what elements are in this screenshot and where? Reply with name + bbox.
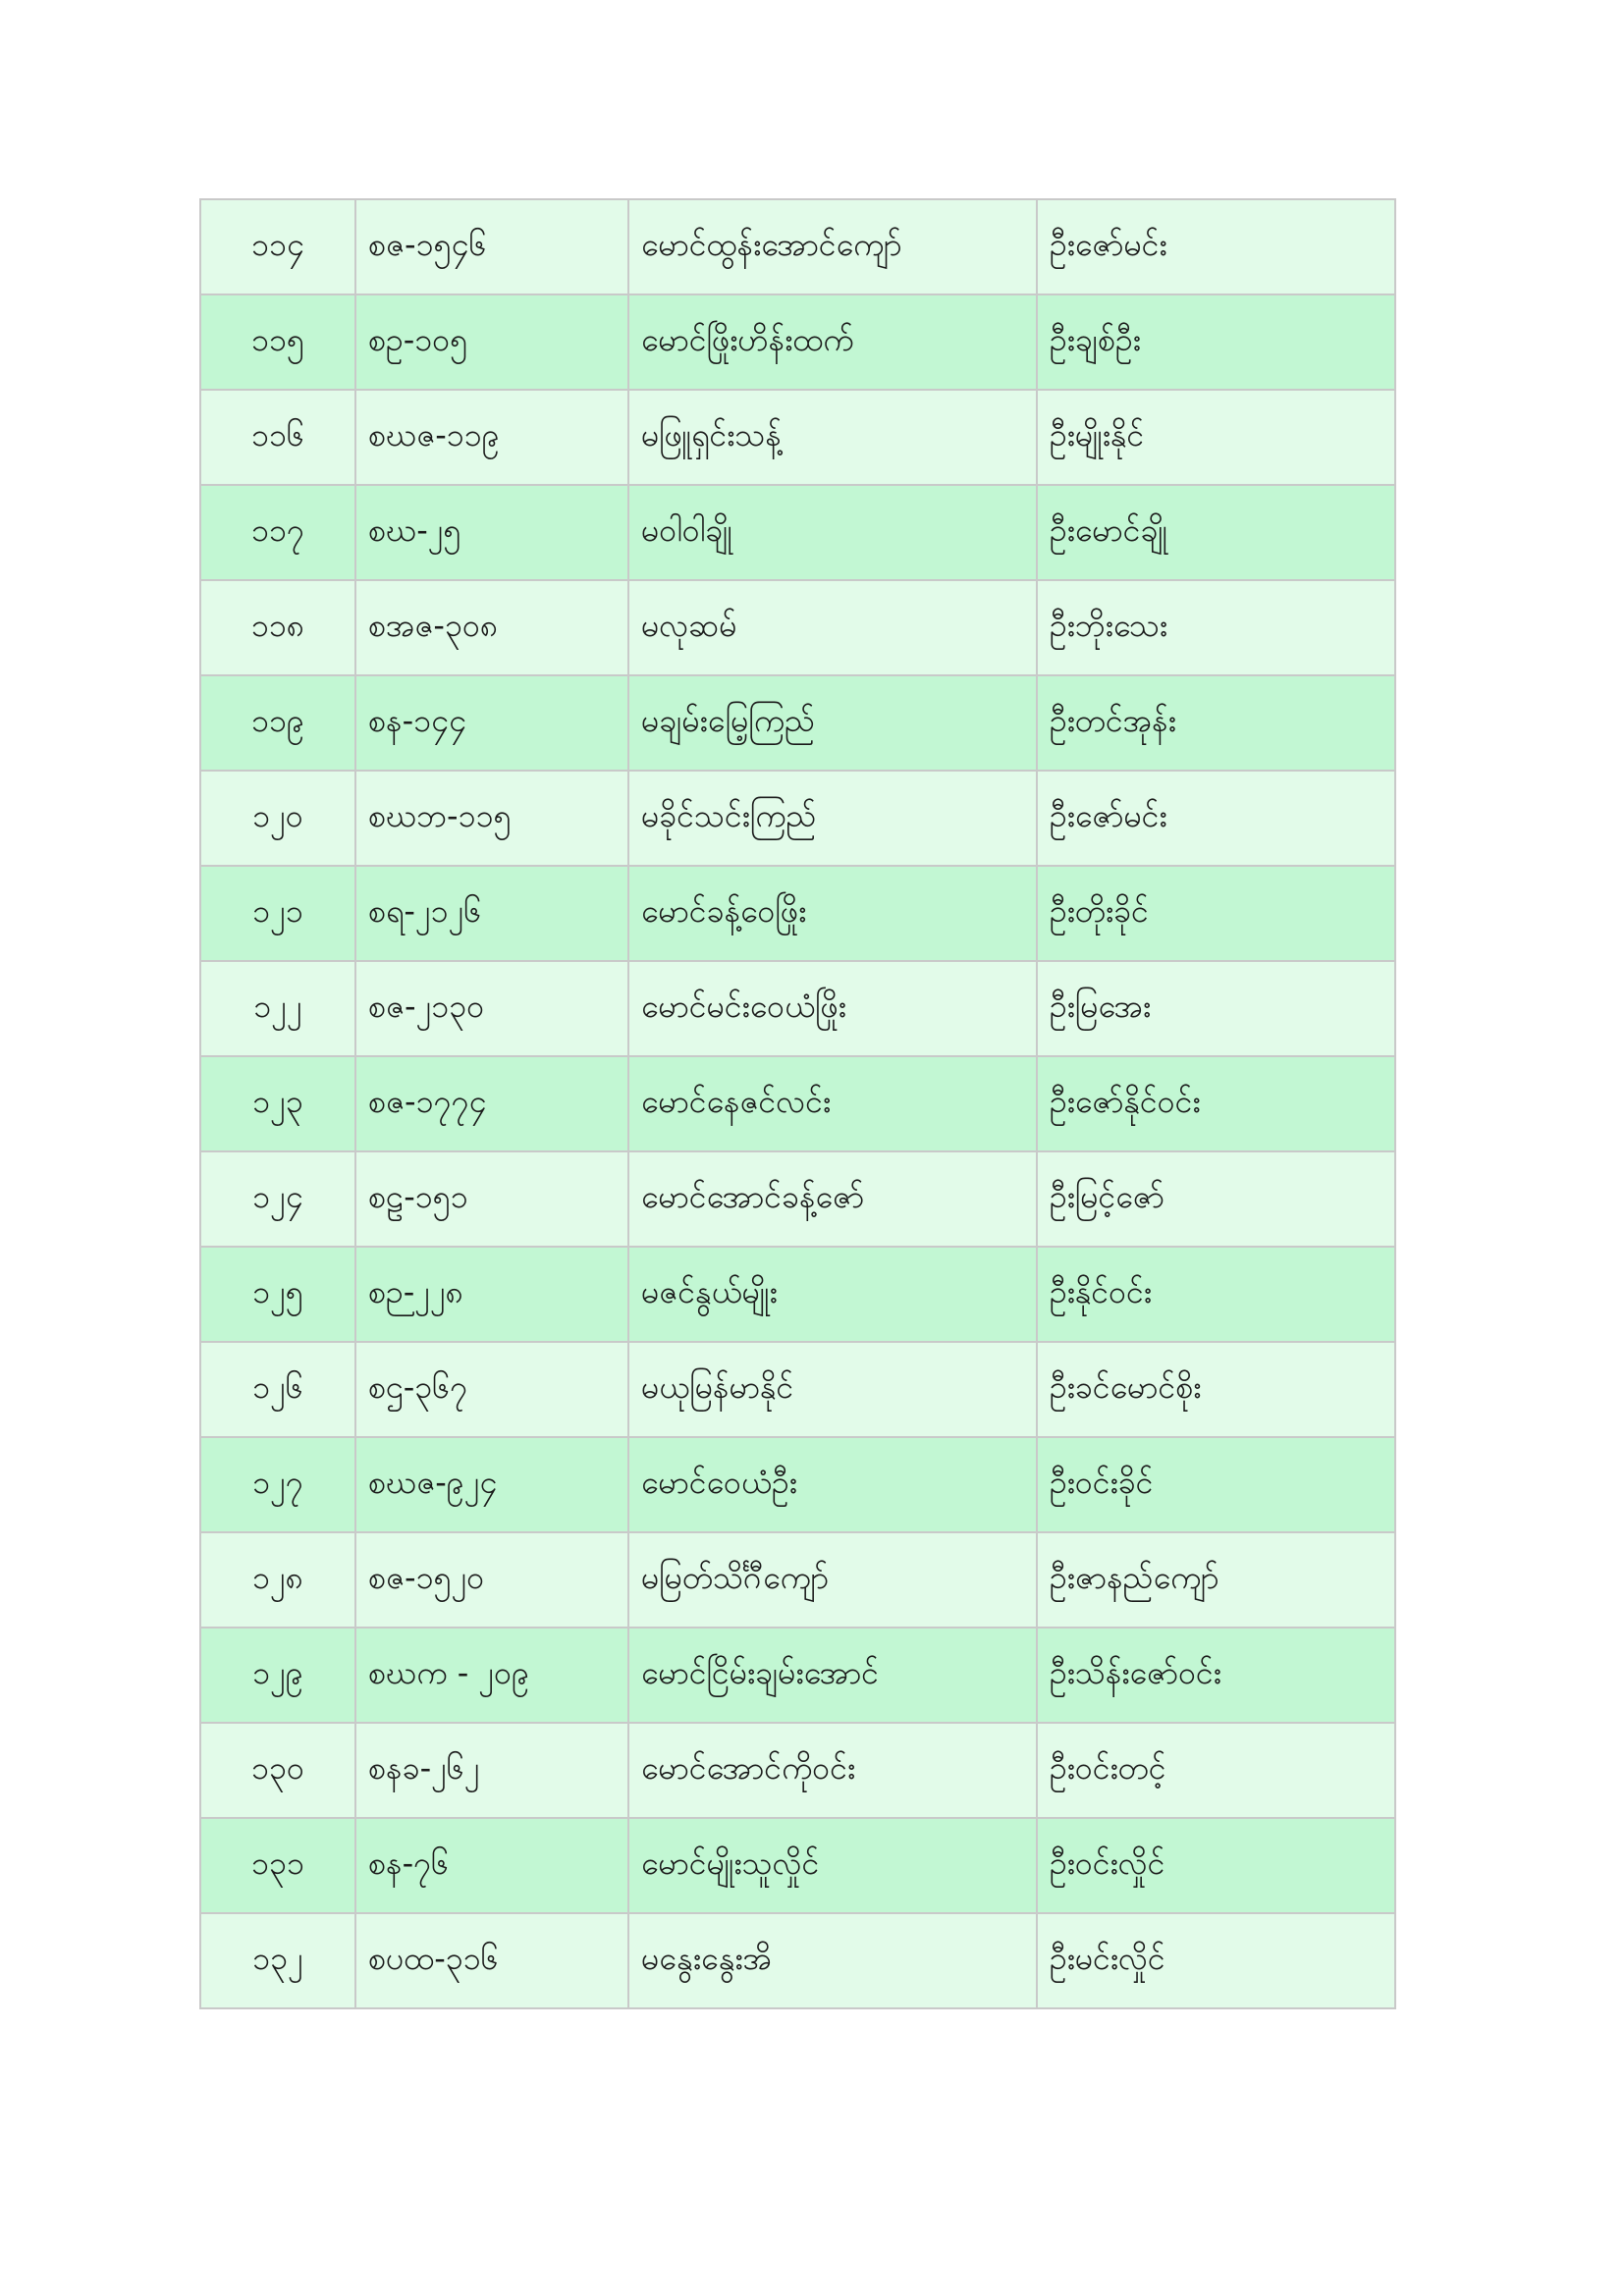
parent-name: ဦးဇော်မင်း <box>1037 771 1395 866</box>
table-row <box>200 485 1395 580</box>
row-number: ၁၁၆ <box>200 390 355 485</box>
parent-name: ဦးမျိုးနိုင် <box>1037 390 1395 485</box>
id-code: စန-၇၆ <box>355 1818 628 1913</box>
id-code: စရ-၂၁၂၆ <box>355 866 628 961</box>
parent-name: ဦးဝင်းလှိုင် <box>1037 1818 1395 1913</box>
row-number: ၁၁၉ <box>200 675 355 771</box>
student-name: မချမ်းမြေ့ကြည် <box>628 675 1037 771</box>
row-number: ၁၁၈ <box>200 580 355 675</box>
student-name: မယုမြန်မာနိုင် <box>628 1342 1037 1437</box>
table-row <box>200 1628 1395 1723</box>
student-name: မောင်မင်းဝေယံဖြိုး <box>628 961 1037 1056</box>
id-code: စဃဘ-၁၁၅ <box>355 771 628 866</box>
student-name: မောင်ဖြိုးဟိန်းထက် <box>628 294 1037 390</box>
row-number: ၁၂၅ <box>200 1247 355 1342</box>
id-code: စဠ-၁၅၁ <box>355 1151 628 1247</box>
id-code: စဇ-၂၁၃၀ <box>355 961 628 1056</box>
student-name: မနွေးနွေးအိ <box>628 1913 1037 2008</box>
parent-name: ဦးဇာနည်ကျော် <box>1037 1532 1395 1628</box>
id-code: စအဇ-၃၀၈ <box>355 580 628 675</box>
table-row <box>200 1913 1395 2008</box>
id-code: စဇ-၁၅၂၀ <box>355 1532 628 1628</box>
parent-name: ဦးဝင်းတင့် <box>1037 1723 1395 1818</box>
id-code: စဃဇ-၉၂၄ <box>355 1437 628 1532</box>
id-code: စဥ-၁၀၅ <box>355 294 628 390</box>
row-number: ၁၃၀ <box>200 1723 355 1818</box>
row-number: ၁၁၄ <box>200 199 355 294</box>
parent-name: ဦးတိုးခိုင် <box>1037 866 1395 961</box>
row-number: ၁၃၂ <box>200 1913 355 2008</box>
table-row <box>200 1056 1395 1151</box>
row-number: ၁၂၃ <box>200 1056 355 1151</box>
student-table <box>199 198 1396 2009</box>
student-name: မောင်မျိုးသူလှိုင် <box>628 1818 1037 1913</box>
row-number: ၁၂၀ <box>200 771 355 866</box>
table-row <box>200 866 1395 961</box>
parent-name: ဦးမင်းလှိုင် <box>1037 1913 1395 2008</box>
table-row <box>200 1437 1395 1532</box>
parent-name: ဦးမြအေး <box>1037 961 1395 1056</box>
student-name: မခိုင်သင်းကြည် <box>628 771 1037 866</box>
table-row <box>200 1723 1395 1818</box>
row-number: ၁၂၇ <box>200 1437 355 1532</box>
table-row <box>200 1342 1395 1437</box>
student-name: မမြတ်သိင်္ဂီကျော် <box>628 1532 1037 1628</box>
student-name: မောင်အောင်ခန့်ဇော် <box>628 1151 1037 1247</box>
row-number: ၁၁၇ <box>200 485 355 580</box>
id-code: စဃဇ-၁၁၉ <box>355 390 628 485</box>
table-row <box>200 1532 1395 1628</box>
row-number: ၁၂၉ <box>200 1628 355 1723</box>
student-name: မဝါဝါချို <box>628 485 1037 580</box>
table-row <box>200 1247 1395 1342</box>
id-code: စန-၁၄၄ <box>355 675 628 771</box>
parent-name: ဦးချစ်ဦး <box>1037 294 1395 390</box>
table-row <box>200 580 1395 675</box>
row-number: ၁၂၁ <box>200 866 355 961</box>
parent-name: ဦးသိန်းဇော်ဝင်း <box>1037 1628 1395 1723</box>
student-name: မောင်အောင်ကိုဝင်း <box>628 1723 1037 1818</box>
student-name: မောင်ခန့်ဝေဖြိုး <box>628 866 1037 961</box>
id-code: စနခ-၂၆၂ <box>355 1723 628 1818</box>
id-code: စဉ-၂၂၈ <box>355 1247 628 1342</box>
id-code: စပထ-၃၁၆ <box>355 1913 628 2008</box>
id-code: စဃက - ၂၀၉ <box>355 1628 628 1723</box>
row-number: ၁၂၂ <box>200 961 355 1056</box>
table-row <box>200 294 1395 390</box>
id-code: စဇ-၁၇၇၄ <box>355 1056 628 1151</box>
parent-name: ဦးခင်မောင်စိုး <box>1037 1342 1395 1437</box>
row-number: ၁၂၆ <box>200 1342 355 1437</box>
student-name: မောင်ထွန်းအောင်ကျော် <box>628 199 1037 294</box>
parent-name: ဦးမောင်ချို <box>1037 485 1395 580</box>
row-number: ၁၂၈ <box>200 1532 355 1628</box>
student-name: မလုဆမ် <box>628 580 1037 675</box>
table-row <box>200 199 1395 294</box>
row-number: ၁၂၄ <box>200 1151 355 1247</box>
parent-name: ဦးတင်အုန်း <box>1037 675 1395 771</box>
table-row <box>200 390 1395 485</box>
student-name: မဖြူရှင်းသန့် <box>628 390 1037 485</box>
parent-name: ဦးဝင်းခိုင် <box>1037 1437 1395 1532</box>
table-row <box>200 1818 1395 1913</box>
student-name: မောင်ဝေယံဦး <box>628 1437 1037 1532</box>
parent-name: ဦးနိုင်ဝင်း <box>1037 1247 1395 1342</box>
table-row <box>200 961 1395 1056</box>
table-row <box>200 771 1395 866</box>
id-code: စဌ-၃၆၇ <box>355 1342 628 1437</box>
row-number: ၁၁၅ <box>200 294 355 390</box>
parent-name: ဦးဘိုးသေး <box>1037 580 1395 675</box>
student-name: မောင်နေဇင်လင်း <box>628 1056 1037 1151</box>
parent-name: ဦးဇော်နိုင်ဝင်း <box>1037 1056 1395 1151</box>
row-number: ၁၃၁ <box>200 1818 355 1913</box>
parent-name: ဦးဇော်မင်း <box>1037 199 1395 294</box>
table-row <box>200 1151 1395 1247</box>
table-body <box>200 199 1395 2008</box>
parent-name: ဦးမြင့်ဇော် <box>1037 1151 1395 1247</box>
student-name: မဇင်နွယ်မျိုး <box>628 1247 1037 1342</box>
table-row <box>200 675 1395 771</box>
id-code: စဇ-၁၅၄၆ <box>355 199 628 294</box>
id-code: စဃ-၂၅ <box>355 485 628 580</box>
student-name: မောင်ငြိမ်းချမ်းအောင် <box>628 1628 1037 1723</box>
